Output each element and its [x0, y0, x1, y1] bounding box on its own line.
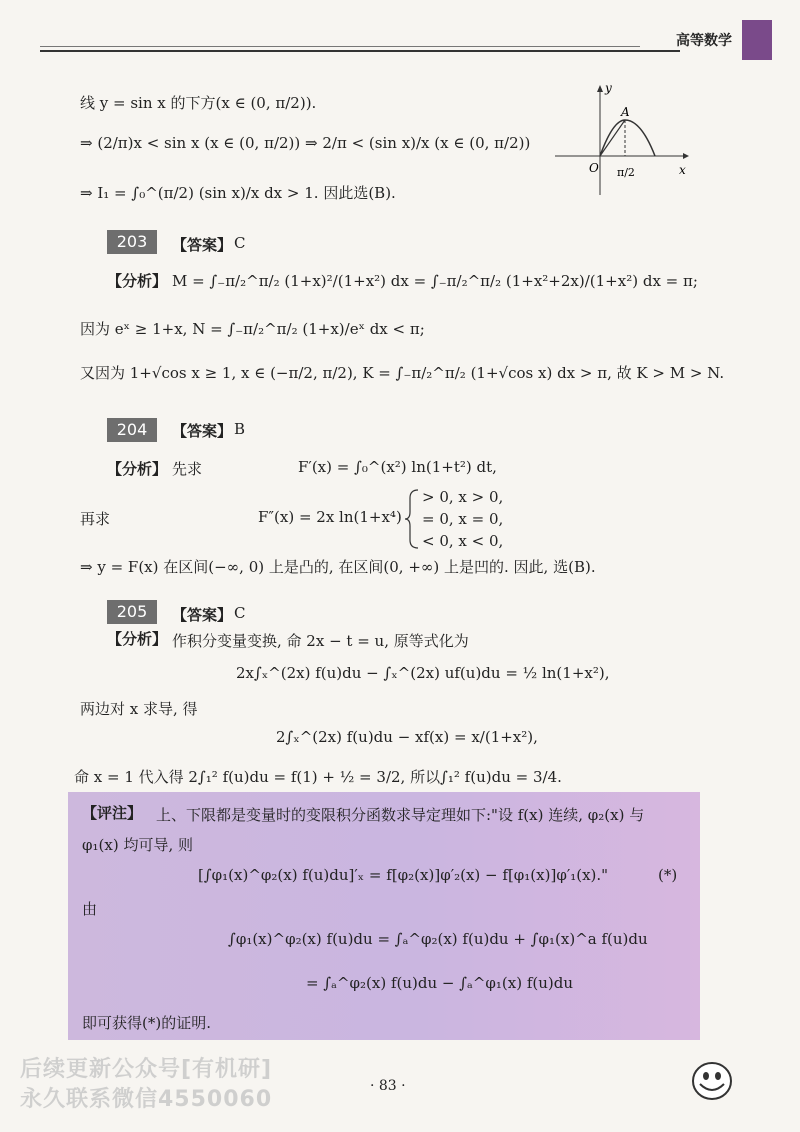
sine-graph [555, 80, 695, 210]
answer-tag-204: 【答案】 [172, 422, 233, 440]
q204-line-1: F′(x) = ∫₀^(x²) ln(1+t²) dt, [298, 458, 497, 476]
q204-case-1: > 0, x > 0, [422, 488, 504, 506]
q204-line-2: F″(x) = 2x ln(1+x⁴) [258, 508, 402, 526]
question-number-204: 204 [107, 418, 157, 442]
intro-line-3: ⇒ I₁ = ∫₀^(π/2) (sin x)/x dx > 1. 因此选(B). [80, 184, 396, 202]
graph-chord [600, 120, 625, 156]
comment-line-6: = ∫ₐ^φ₂(x) f(u)du − ∫ₐ^φ₁(x) f(u)du [306, 974, 574, 992]
q205-line-1: 作积分变量变换, 命 2x − t = u, 原等式化为 [172, 632, 469, 650]
graph-label-pi2: π/2 [617, 166, 635, 179]
analysis-tag-204: 【分析】 [107, 460, 168, 478]
analysis-tag-203: 【分析】 [107, 272, 168, 290]
question-number-203: 203 [107, 230, 157, 254]
analysis-tag-205: 【分析】 [107, 630, 168, 648]
comment-line-2: φ₁(x) 均可导, 则 [82, 836, 193, 854]
q203-line-1: M = ∫₋π/₂^π/₂ (1+x)²/(1+x²) dx = ∫₋π/₂^π/₂ (1+x²+2x)/(1+x²) dx = π; [172, 272, 698, 290]
comment-tag: 【评注】 [82, 804, 143, 822]
q205-line-4: 2∫ₓ^(2x) f(u)du − xf(x) = x/(1+x²), [276, 728, 538, 746]
watermark-line-1: 后续更新公众号[有机研] [20, 1057, 273, 1082]
answer-204: B [234, 420, 246, 438]
graph-label-o: O [589, 161, 599, 175]
intro-line-2: ⇒ (2/π)x < sin x (x ∈ (0, π/2)) ⇒ 2/π < (sin x)/x (x ∈ (0, π/2)) [80, 134, 531, 152]
q205-line-2: 2x∫ₓ^(2x) f(u)du − ∫ₓ^(2x) uf(u)du = ½ ln(1+x²), [236, 664, 610, 682]
answer-203: C [234, 234, 246, 252]
q204-case-2: = 0, x = 0, [422, 510, 504, 528]
q205-line-3: 两边对 x 求导, 得 [80, 700, 198, 718]
comment-line-1: 上、下限都是变量时的变限积分函数求导定理如下:"设 f(x) 连续, φ₂(x) 与 [156, 806, 645, 824]
q203-line-2: 因为 eˣ ≥ 1+x, N = ∫₋π/₂^π/₂ (1+x)/eˣ dx < π; [80, 320, 425, 338]
q204-line-3: ⇒ y = F(x) 在区间(−∞, 0) 上是凸的, 在区间(0, +∞) 上是凹的. 因此, 选(B). [80, 558, 596, 576]
header-rule-thin [40, 46, 640, 47]
comment-line-3: [∫φ₁(x)^φ₂(x) f(u)du]′ₓ = f[φ₂(x)]φ′₂(x) − f[φ₁(x)]φ′₁(x)." [198, 866, 609, 884]
header-title: 高等数学 [676, 33, 732, 49]
graph-label-x: x [679, 163, 686, 177]
graph-label-a: A [621, 105, 630, 119]
comment-box [68, 792, 700, 1040]
question-number-205: 205 [107, 600, 157, 624]
graph-x-arrow [683, 153, 689, 159]
intro-line-1: 线 y = sin x 的下方(x ∈ (0, π/2)). [80, 94, 317, 112]
watermark-line-2: 永久联系微信4550060 [20, 1087, 273, 1112]
header-rule [40, 50, 680, 52]
answer-tag-203: 【答案】 [172, 236, 233, 254]
answer-205: C [234, 604, 246, 622]
page-number: · 83 · [370, 1078, 406, 1094]
q204-line-1-pre: 先求 [172, 460, 203, 478]
graph-label-y: y [605, 81, 612, 95]
cases-brace [404, 488, 420, 550]
comment-equation-mark: (*) [658, 866, 678, 884]
answer-tag-205: 【答案】 [172, 606, 233, 624]
q203-line-3: 又因为 1+√cos x ≥ 1, x ∈ (−π/2, π/2), K = ∫₋π/₂^π/₂ (1+√cos x) dx > π, 故 K > M > N. [80, 364, 725, 382]
header-tab-decoration [742, 20, 772, 60]
comment-line-7: 即可获得(*)的证明. [82, 1014, 211, 1032]
q205-line-5: 命 x = 1 代入得 2∫₁² f(u)du = f(1) + ½ = 3/2, 所以∫₁² f(u)du = 3/4. [74, 768, 562, 786]
comment-line-4: 由 [82, 900, 98, 918]
smiley-icon [690, 1060, 734, 1102]
q204-case-3: < 0, x < 0, [422, 532, 504, 550]
comment-line-5: ∫φ₁(x)^φ₂(x) f(u)du = ∫ₐ^φ₂(x) f(u)du + ∫φ₁(x)^a f(u)du [228, 930, 648, 948]
graph-sine-curve [600, 120, 655, 156]
graph-y-arrow [597, 85, 603, 92]
q204-line-2-pre: 再求 [80, 510, 111, 528]
